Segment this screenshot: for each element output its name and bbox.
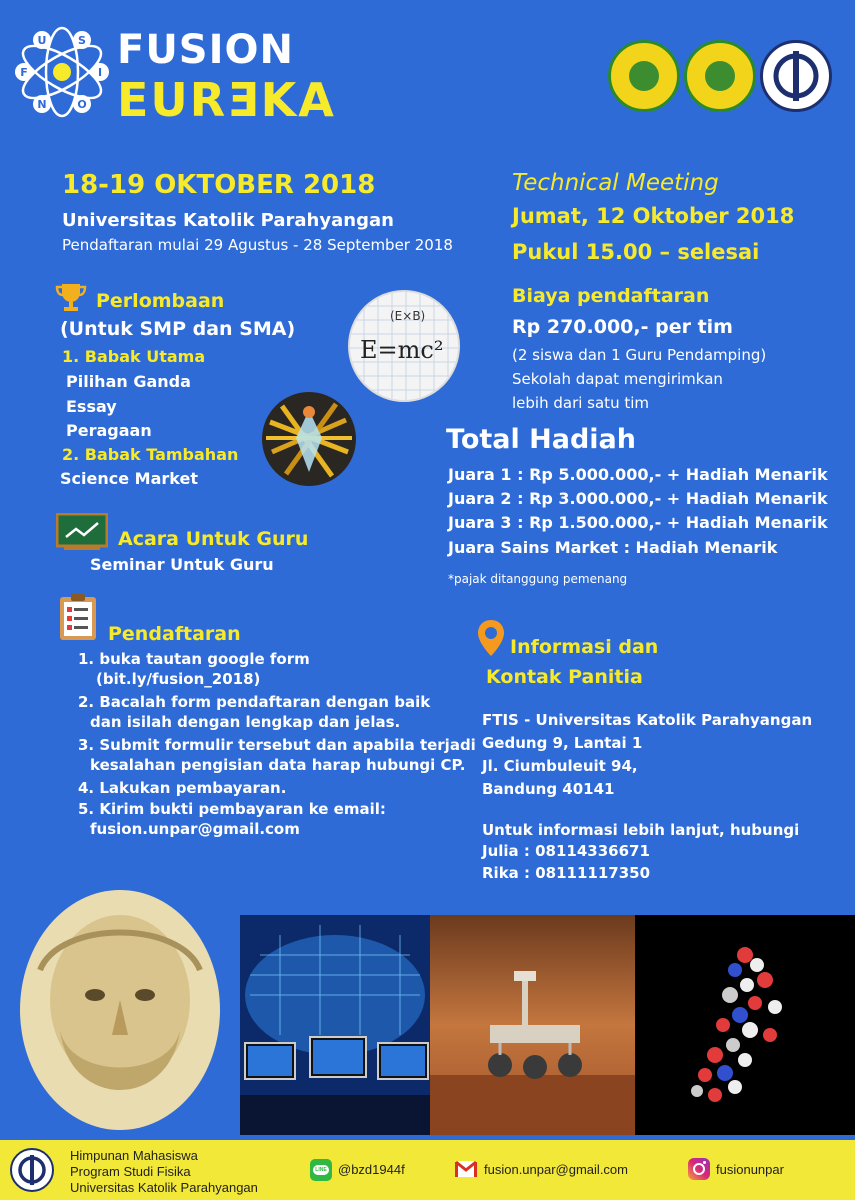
physics-program-seal-icon <box>760 40 832 112</box>
fee-note: (2 siswa dan 1 Guru Pendamping) <box>512 346 767 364</box>
dna-molecule-photo <box>635 915 855 1135</box>
contact-address: FTIS - Universitas Katolik Parahyangan <box>482 711 813 729</box>
prize-line: Juara 3 : Rp 1.500.000,- + Hadiah Menarik <box>448 513 828 532</box>
round-2-label: 2. Babak Tambahan <box>62 445 239 464</box>
footer-org-name: Universitas Katolik Parahyangan <box>70 1180 258 1195</box>
contact-person: Rika : 08111117350 <box>482 864 651 882</box>
registration-email[interactable]: fusion.unpar@gmail.com <box>90 820 300 838</box>
round-1-item: Peragaan <box>66 421 152 440</box>
fee-heading: Biaya pendaftaran <box>512 285 710 307</box>
footer-email[interactable]: fusion.unpar@gmail.com <box>484 1162 628 1177</box>
formula-fragment: (E×B) <box>390 309 426 323</box>
line-app-icon <box>310 1159 332 1181</box>
logo-letter: S <box>78 34 86 47</box>
logo-letter: I <box>97 66 103 79</box>
contact-heading: Informasi dan <box>510 636 659 658</box>
logo-letter: O <box>77 98 87 111</box>
prizes-heading: Total Hadiah <box>446 424 637 455</box>
tax-note: *pajak ditanggung pemenang <box>448 572 628 586</box>
footer-org-name: Himpunan Mahasiswa <box>70 1148 198 1163</box>
logo-letter: N <box>37 98 47 111</box>
competition-audience: (Untuk SMP dan SMA) <box>60 318 296 340</box>
footer-bar <box>0 1140 855 1200</box>
event-venue: Universitas Katolik Parahyangan <box>62 210 394 231</box>
technical-meeting-day: Jumat, 12 Oktober 2018 <box>512 204 795 228</box>
contact-address: Gedung 9, Lantai 1 <box>482 734 643 752</box>
round-1-item: Pilihan Ganda <box>66 372 191 391</box>
footer-instagram[interactable]: fusionunpar <box>716 1162 784 1177</box>
registration-step: 5. Kirim bukti pembayaran ke email: <box>78 800 386 818</box>
instagram-icon <box>688 1158 710 1180</box>
prize-line: Juara 1 : Rp 5.000.000,- + Hadiah Menarik <box>448 465 828 484</box>
fee-note: lebih dari satu tim <box>512 394 649 412</box>
registration-heading: Pendaftaran <box>108 623 241 645</box>
logo-letter: U <box>37 34 47 47</box>
prize-line: Juara Sains Market : Hadiah Menarik <box>448 538 778 557</box>
physics-program-logo-icon <box>10 1148 54 1192</box>
archimedes-portrait <box>0 860 240 1140</box>
fee-note: Sekolah dapat mengirimkan <box>512 370 723 388</box>
trophy-icon <box>54 280 88 314</box>
prize-line: Juara 2 : Rp 3.000.000,- + Hadiah Menarik <box>448 489 828 508</box>
university-seal-icon <box>608 40 680 112</box>
contact-address: Jl. Ciumbuleuit 94, <box>482 757 638 775</box>
student-association-seal-icon <box>684 40 756 112</box>
round-2-item: Science Market <box>60 469 198 488</box>
registration-link[interactable]: (bit.ly/fusion_2018) <box>96 670 261 688</box>
footer-org-name: Program Studi Fisika <box>70 1164 191 1179</box>
line-app-label: LINE <box>313 1165 329 1175</box>
registration-step: 4. Lakukan pembayaran. <box>78 779 287 797</box>
chalkboard-icon <box>56 513 108 553</box>
competition-heading: Perlombaan <box>96 290 225 312</box>
event-date: 18-19 OKTOBER 2018 <box>62 170 376 200</box>
round-1-item: Essay <box>66 397 117 416</box>
footer-line-id[interactable]: @bzd1944f <box>338 1162 405 1177</box>
teachers-item: Seminar Untuk Guru <box>90 555 274 574</box>
registration-step: dan isilah dengan lengkap dan jelas. <box>90 713 401 731</box>
contact-person: Julia : 08114336671 <box>482 842 650 860</box>
teachers-heading: Acara Untuk Guru <box>118 528 309 550</box>
fee-amount: Rp 270.000,- per tim <box>512 316 733 338</box>
formula-text: E=mc² <box>360 336 444 364</box>
contact-heading: Kontak Panitia <box>486 666 643 688</box>
pencils-crystal-photo <box>262 392 356 486</box>
computers-photo <box>240 915 430 1135</box>
logo-subtitle: EURƎKA <box>117 73 336 127</box>
mars-rover-photo <box>430 915 635 1135</box>
logo-title: FUSION <box>117 27 294 73</box>
registration-step: 3. Submit formulir tersebut dan apabila terjadi <box>78 736 476 754</box>
registration-step: 1. buka tautan google form <box>78 650 310 668</box>
location-pin-icon <box>476 618 506 658</box>
contact-address: Bandung 40141 <box>482 780 615 798</box>
atom-logo-icon <box>12 22 112 122</box>
formula-illustration <box>348 290 460 402</box>
registration-step: kesalahan pengisian data harap hubungi CP. <box>90 756 466 774</box>
registration-step: 2. Bacalah form pendaftaran dengan baik <box>78 693 431 711</box>
technical-meeting-time: Pukul 15.00 – selesai <box>512 240 760 264</box>
technical-meeting-heading: Technical Meeting <box>512 170 719 196</box>
logo-letter: F <box>20 66 28 79</box>
contact-more-info: Untuk informasi lebih lanjut, hubungi <box>482 821 800 839</box>
clipboard-icon <box>58 592 98 642</box>
registration-period: Pendaftaran mulai 29 Agustus - 28 September 2018 <box>62 236 453 254</box>
gmail-icon <box>455 1160 477 1178</box>
round-1-label: 1. Babak Utama <box>62 347 206 366</box>
